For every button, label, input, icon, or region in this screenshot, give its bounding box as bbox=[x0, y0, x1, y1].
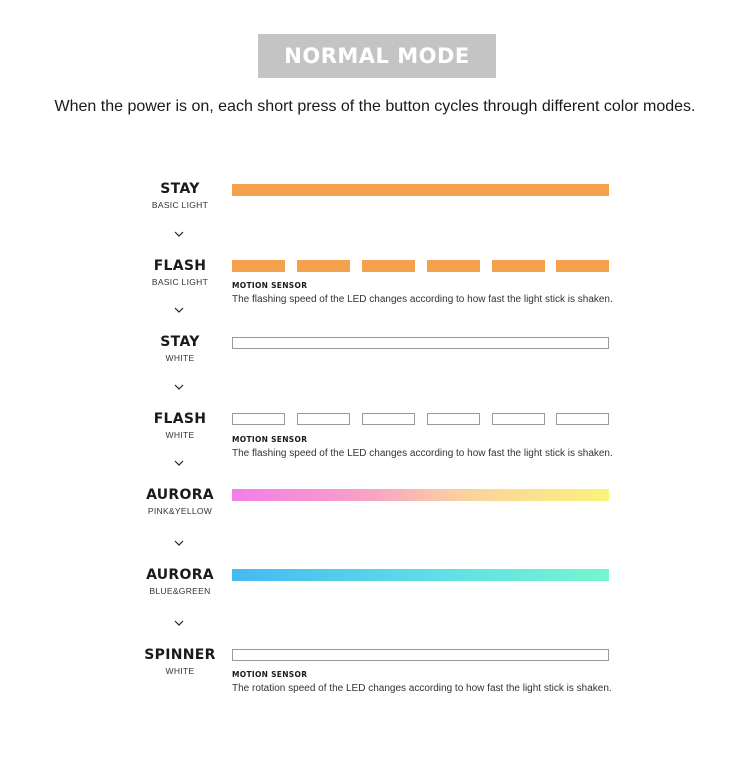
sensor-description: The flashing speed of the LED changes according to how fast the light stick is shaken. bbox=[232, 448, 613, 459]
flash-segment bbox=[556, 260, 609, 272]
flash-segment bbox=[297, 260, 350, 272]
motion-sensor-note bbox=[232, 435, 652, 460]
mode-name: AURORA bbox=[146, 487, 214, 503]
sensor-description: The rotation speed of the LED changes according to how fast the light stick is shaken. bbox=[232, 683, 612, 694]
page-title: NORMAL MODE bbox=[258, 34, 496, 78]
chevron-down-icon bbox=[172, 229, 186, 239]
flash-segment bbox=[427, 260, 480, 272]
chevron-down-icon bbox=[172, 305, 186, 315]
flash-segment bbox=[297, 413, 350, 425]
mode-subtitle: PINK&YELLOW bbox=[147, 506, 213, 516]
sensor-title: MOTION SENSOR bbox=[232, 435, 308, 444]
mode-name: AURORA bbox=[146, 567, 214, 583]
mode-subtitle: WHITE bbox=[165, 430, 195, 440]
light-bar-aurora-blue-green bbox=[232, 569, 609, 581]
light-bar-aurora-pink-yellow bbox=[232, 489, 609, 501]
light-bar-spinner-white bbox=[232, 649, 609, 661]
mode-label-aurora-pink-yellow bbox=[130, 487, 230, 517]
mode-subtitle: BLUE&GREEN bbox=[149, 586, 211, 596]
flash-segment bbox=[232, 413, 285, 425]
mode-name: STAY bbox=[160, 181, 200, 197]
mode-name: SPINNER bbox=[144, 647, 216, 663]
chevron-down-icon bbox=[172, 458, 186, 468]
flash-segment bbox=[556, 413, 609, 425]
intro-text: When the power is on, each short press of the button cycles through different color modes. bbox=[54, 98, 696, 115]
mode-label-stay-white bbox=[130, 334, 230, 364]
mode-label-spinner-white bbox=[130, 647, 230, 677]
chevron-down-icon bbox=[172, 382, 186, 392]
motion-sensor-note bbox=[232, 670, 652, 695]
sensor-title: MOTION SENSOR bbox=[232, 670, 308, 679]
mode-subtitle: WHITE bbox=[165, 353, 195, 363]
mode-name: STAY bbox=[160, 334, 200, 350]
flash-segment bbox=[232, 260, 285, 272]
light-bar-flash-basic bbox=[232, 260, 609, 272]
chevron-down-icon bbox=[172, 538, 186, 548]
light-bar-flash-white bbox=[232, 413, 609, 425]
mode-name: FLASH bbox=[153, 411, 207, 427]
mode-subtitle: BASIC LIGHT bbox=[151, 200, 209, 210]
sensor-description: The flashing speed of the LED changes according to how fast the light stick is shaken. bbox=[232, 294, 613, 305]
mode-label-flash-basic bbox=[130, 258, 230, 288]
sensor-title: MOTION SENSOR bbox=[232, 281, 308, 290]
mode-label-aurora-blue-green bbox=[130, 567, 230, 597]
flash-segment bbox=[492, 260, 545, 272]
light-bar-stay-white bbox=[232, 337, 609, 349]
flash-segment bbox=[427, 413, 480, 425]
chevron-down-icon bbox=[172, 618, 186, 628]
mode-name: FLASH bbox=[153, 258, 207, 274]
motion-sensor-note bbox=[232, 281, 652, 306]
flash-segment bbox=[362, 260, 415, 272]
mode-label-stay-basic bbox=[130, 181, 230, 211]
mode-label-flash-white bbox=[130, 411, 230, 441]
mode-subtitle: WHITE bbox=[165, 666, 195, 676]
flash-segment bbox=[492, 413, 545, 425]
flash-segment bbox=[362, 413, 415, 425]
mode-subtitle: BASIC LIGHT bbox=[151, 277, 209, 287]
light-bar-stay-basic bbox=[232, 184, 609, 196]
